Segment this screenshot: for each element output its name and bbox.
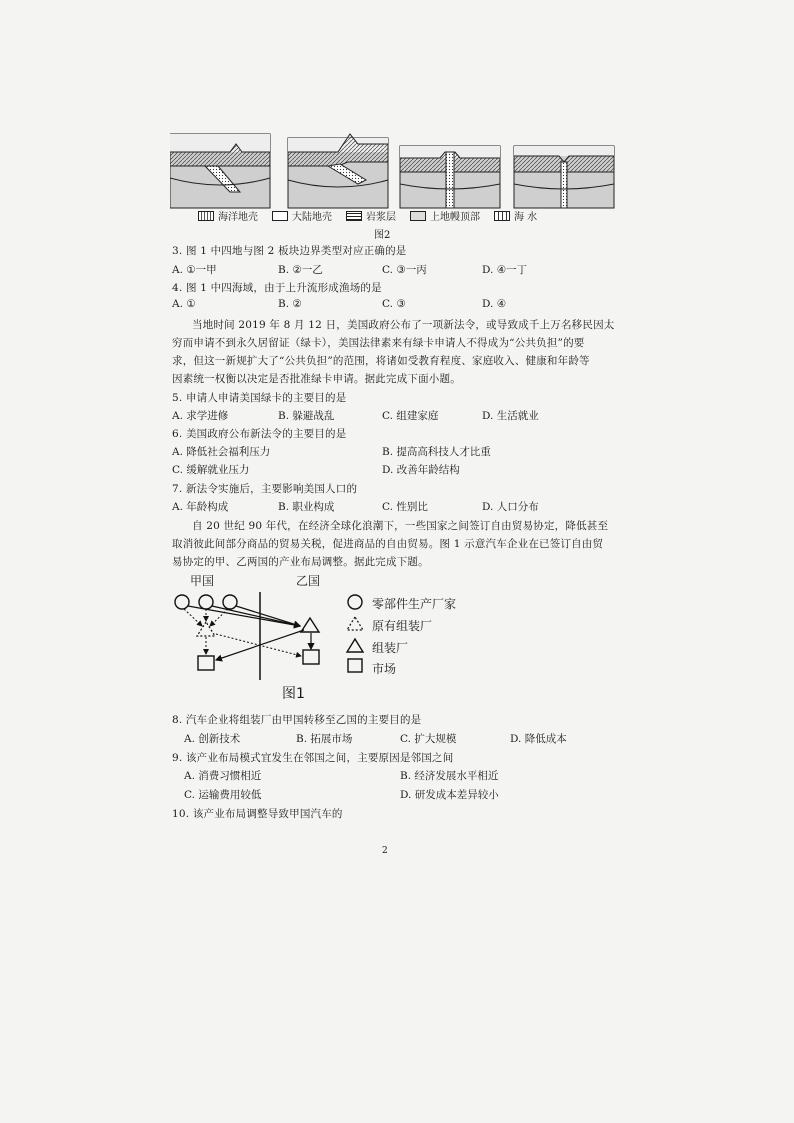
legend-magma: 岩浆层	[346, 208, 396, 223]
q8-option-a[interactable]: A. 创新技术	[184, 733, 241, 745]
q4-stem: 4. 图 1 中四海域，由于上升流形成渔场的是	[172, 282, 382, 294]
section-4	[514, 146, 614, 208]
q5-option-b[interactable]: B. 躲避战乱	[278, 410, 335, 422]
q10-stem: 10. 该产业布局调整导致甲国汽车的	[172, 808, 343, 820]
q4-option-c[interactable]: C. ③	[382, 298, 406, 310]
q9-stem: 9. 该产业布局模式宜发生在邻国之间，主要原因是邻国之间	[172, 752, 454, 764]
section-3	[400, 146, 500, 208]
passage2-line: 易协定的甲、乙两国的产业布局调整。据此完成下题。	[172, 556, 429, 568]
q3-option-d[interactable]: D. ④一丁	[482, 264, 528, 276]
q9-option-a[interactable]: A. 消费习惯相近	[184, 770, 262, 782]
q8-option-c[interactable]: C. 扩大规模	[400, 733, 457, 745]
q3-stem: 3. 图 1 中四地与图 2 板块边界类型对应正确的是	[172, 245, 407, 257]
passage1-line: 当地时间 2019 年 8 月 12 日，美国政府公布了一项新法令，或导致成千上万名移民因太	[192, 319, 615, 331]
section-1	[170, 134, 270, 208]
country-b-label: 乙国	[296, 574, 321, 588]
passage1-line: 因素统一权衡以决定是否批准绿卡申请。据此完成下面小题。	[172, 373, 461, 385]
q4-option-d[interactable]: D. ④	[482, 298, 507, 310]
legend-parts-factory: 零部件生产厂家	[372, 597, 457, 611]
q9-option-b[interactable]: B. 经济发展水平相近	[400, 770, 499, 782]
passage1-line: 穷而申请不到永久居留证（绿卡），美国法律素来有绿卡申请人不得成为“公共负担”的要	[172, 337, 585, 349]
q7-option-c[interactable]: C. 性别比	[382, 501, 428, 513]
passage1-line: 求，但这一新规扩大了“公共负担”的范围，将诸如受教育程度、家庭收入、健康和年龄等	[172, 355, 590, 367]
figure2-legend	[198, 208, 537, 223]
country-a-label: 甲国	[190, 574, 215, 588]
passage2-line: 取消彼此间部分商品的贸易关税，促进商品的自由贸易。图 1 示意汽车企业在已签订自由贸	[172, 538, 604, 550]
q3-option-b[interactable]: B. ②一乙	[278, 264, 323, 276]
legend-market: 市场	[372, 662, 397, 676]
q8-option-b[interactable]: B. 拓展市场	[296, 733, 353, 745]
q4-option-a[interactable]: A. ①	[172, 298, 196, 310]
figure2-caption: 图2	[374, 230, 391, 241]
passage2-line: 自 20 世纪 90 年代，在经济全球化浪潮下，一些国家之间签订自由贸易协定，降低甚至	[192, 520, 609, 532]
figure1-legend-symbols	[345, 593, 365, 675]
parts-factory-icon	[199, 595, 213, 609]
q4-option-b[interactable]: B. ②	[278, 298, 302, 310]
q3-option-c[interactable]: C. ③一丙	[382, 264, 427, 276]
industry-layout-diagram	[170, 588, 340, 680]
legend-triangle-icon	[347, 639, 363, 652]
q7-option-b[interactable]: B. 职业构成	[278, 501, 335, 513]
legend-assembly: 组装厂	[372, 641, 409, 655]
legend-ocean-crust: 海洋地壳	[198, 208, 258, 223]
q5-stem: 5. 申请人申请美国绿卡的主要目的是	[172, 392, 347, 404]
parts-factory-icon	[223, 595, 237, 609]
legend-continental-crust: 大陆地壳	[272, 208, 332, 223]
legend-square-icon	[348, 659, 362, 672]
q3-option-a[interactable]: A. ①一甲	[172, 264, 217, 276]
legend-circle-icon	[348, 595, 362, 609]
market-icon-b	[303, 650, 319, 664]
q9-option-c[interactable]: C. 运输费用较低	[184, 789, 262, 801]
legend-upper-mantle: 上地幔顶部	[410, 208, 480, 223]
section-2	[288, 134, 388, 208]
q7-stem: 7. 新法令实施后，主要影响美国人口的	[172, 483, 358, 495]
legend-dashed-triangle-icon	[347, 617, 363, 630]
q5-option-d[interactable]: D. 生活就业	[482, 410, 539, 422]
legend-seawater: 海 水	[494, 208, 537, 223]
q6-option-b[interactable]: B. 提高高科技人才比重	[382, 446, 491, 458]
q6-option-a[interactable]: A. 降低社会福利压力	[172, 446, 271, 458]
q8-stem: 8. 汽车企业将组装厂由甲国转移至乙国的主要目的是	[172, 714, 422, 726]
q6-option-d[interactable]: D. 改善年龄结构	[382, 464, 460, 476]
market-icon-a	[198, 656, 214, 670]
parts-factory-icon	[175, 595, 189, 609]
q5-option-c[interactable]: C. 组建家庭	[382, 410, 439, 422]
q5-option-a[interactable]: A. 求学进修	[172, 410, 229, 422]
page-number: 2	[382, 846, 388, 856]
q6-option-c[interactable]: C. 缓解就业压力	[172, 464, 250, 476]
plate-boundary-figure	[170, 132, 615, 212]
q9-option-d[interactable]: D. 研发成本差异较小	[400, 789, 499, 801]
q7-option-d[interactable]: D. 人口分布	[482, 501, 539, 513]
q7-option-a[interactable]: A. 年龄构成	[172, 501, 229, 513]
q6-stem: 6. 美国政府公布新法令的主要目的是	[172, 428, 347, 440]
q8-option-d[interactable]: D. 降低成本	[510, 733, 567, 745]
figure1-caption: 图1	[282, 686, 305, 702]
legend-original-assembly: 原有组装厂	[372, 619, 433, 633]
